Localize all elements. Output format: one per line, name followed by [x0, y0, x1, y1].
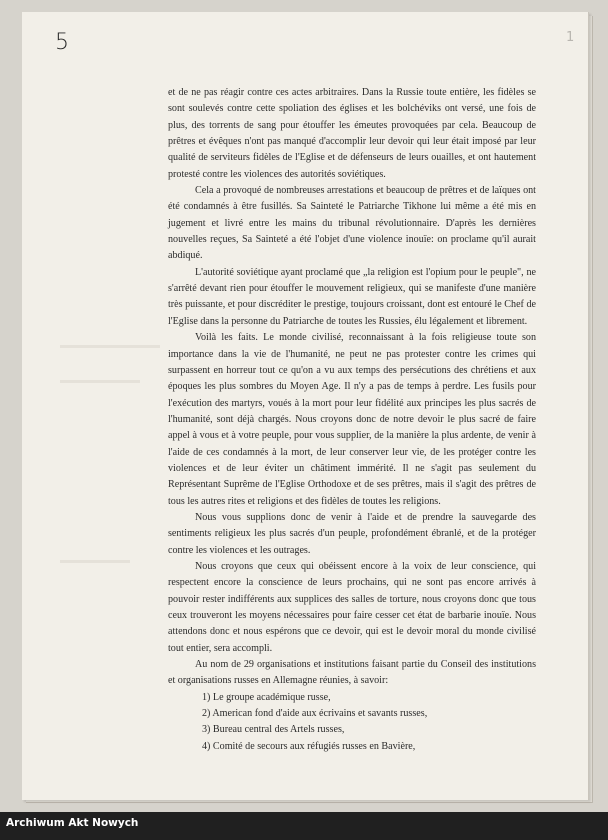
folio-stamp: 1 — [566, 30, 575, 45]
paragraph: et de ne pas réagir contre ces actes arbitraires. Dans la Russie toute entière, les fidèles se sont soulevés contre cette spoliation des églises et les bolchéviks ont versé, une fois de plus, des torrents de sang pour étouffer les émeutes provoquées par cela. Beaucoup de prêtres et évêques n'ont pas manqué d'accomplir leur devoir qui leur était imposé par leur qualité de serviteurs fidèles de l'Eglise et de défenseurs de leurs ouailles, et ont hautement protesté contre les violences des autorités soviétiques. — [168, 87, 536, 180]
paragraph: Voilà les faits. Le monde civilisé, reconnaissant à la fois religieuse toute son importance dans la vie de l'humanité, ne peut ne pas protester contre les crimes qui surpassent en horreur tout ce qu'on a vu aux temps des persécutions des chrétiens et aux époques les plus sombres du Moyen Age. Il n'y a pas de temps à perdre. Les fusils pour l'exécution des martyrs, voués à la mort pour leur fidélité aux principes les plus sacrés de l'humanité, sont déjà chargés. Nous croyons donc de notre devoir le plus sacré de faire appel à vous et à votre peuple, pour vous supplier, de la manière la plus ardente, de venir à l'aide de ces condamnés à la mort, de leur conserver leur vie, de les protéger contre les violences et de leur éviter un châtiment immérité. Il ne s'agit pas seulement du Représentant Suprême de l'Eglise Orthodoxe et de ses prêtres, mais il s'agit des prêtres de tous les autres rites et religions et des fidèles de toutes les religions. — [168, 332, 536, 507]
paragraph: L'autorité soviétique ayant proclamé que „la religion est l'opium pour le peuple", ne s'arrêté devant rien pour étouffer le mouvement religieux, qui se manifeste d'une manière très puissante, et pour discréditer le prestige, toujours croissant, dont est entouré le Chef de l'Eglise dans la personne du Patriarche de toutes les Russies, élu légalement et librement. — [168, 266, 536, 327]
bleed-through-mark — [60, 560, 130, 563]
handwritten-folio-number: 5 — [55, 30, 69, 55]
bleed-through-mark — [60, 345, 160, 348]
organization-list-item: 2) American fond d'aide aux écrivains et savants russes, — [202, 708, 428, 720]
paragraph: Nous croyons que ceux qui obéissent encore à la voix de leur conscience, qui respectent encore la conscience de leurs prochains, qui ne sont pas encore arrivés à pouvoir rester indifférents aux supplices des salles de torture, nous croyons donc que tous ceux trouveront les moyens nécessaires pour faire cesser cet état de barbarie inouïe. Nous attendons donc et nous espérons que ce devoir, qui est le devoir moral du monde civilisé tout entier, sera accompli. — [168, 560, 536, 654]
paragraph: Au nom de 29 organisations et institutions faisant partie du Conseil des institutions et organisations russes en Allemagne réunies, à savoir: — [168, 659, 536, 687]
document-body — [168, 85, 536, 755]
organization-list-item: 1) Le groupe académique russe, — [202, 691, 331, 703]
organization-list-item: 4) Comité de secours aux réfugiés russes en Bavière, — [202, 740, 416, 752]
archive-label: Archiwum Akt Nowych — [6, 817, 139, 829]
paragraph: Cela a provoqué de nombreuses arrestations et beaucoup de prêtres et de laïques ont été condamnés à être fusillés. Sa Sainteté le Patriarche Tikhone lui même a été mis en jugement et livré entre les mains du tribunal révolutionnaire. D'après les dernières nouvelles reçues, Sa Sainteté a été l'objet d'une violence inouïe: on proclame qu'il aurait abdiqué. — [168, 185, 536, 262]
organization-list-item: 3) Bureau central des Artels russes, — [202, 724, 345, 736]
bleed-through-mark — [60, 380, 140, 383]
paragraph: Nous vous supplions donc de venir à l'aide et de prendre la sauvegarde des sentiments religieux les plus sacrés d'un peuple, profondément ébranlé, et de la protéger contre les violences et les outrages. — [168, 511, 536, 556]
